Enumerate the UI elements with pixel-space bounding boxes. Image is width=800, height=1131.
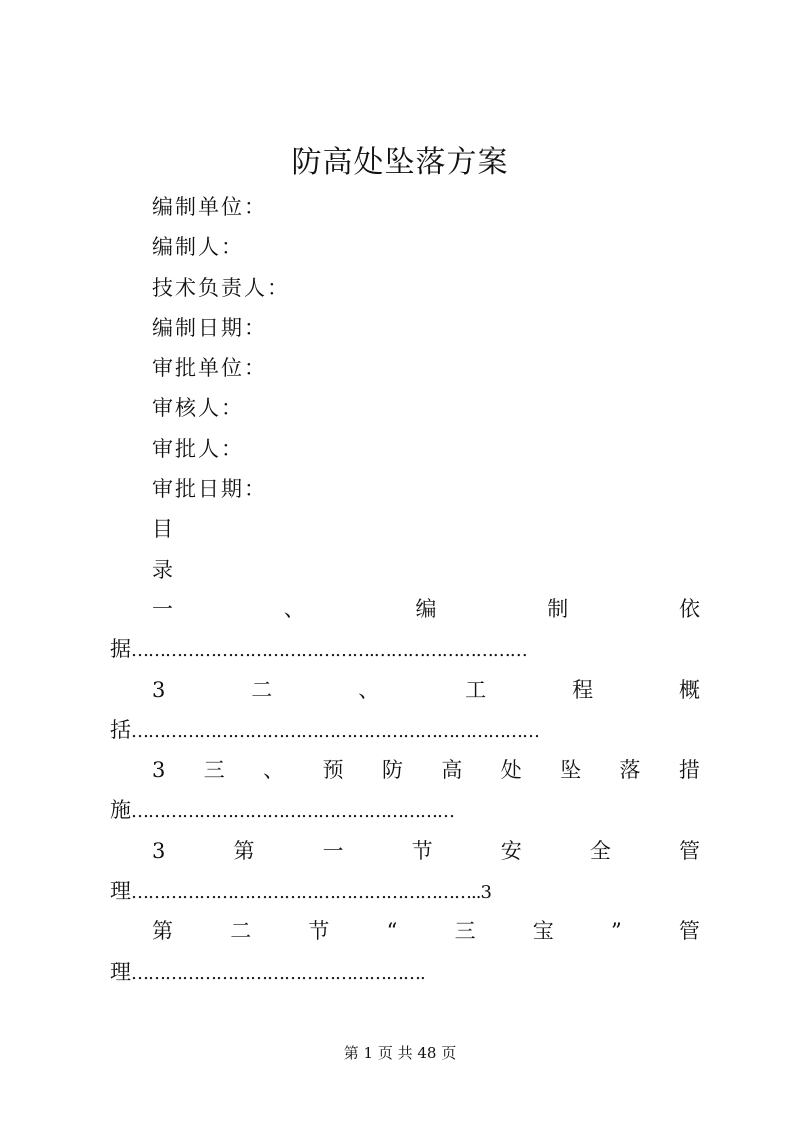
toc-title-char: 、 xyxy=(283,597,305,621)
toc-leader-start: 括 xyxy=(110,717,131,742)
meta-field: 编制单位： xyxy=(152,195,267,219)
toc-title-char: 处 xyxy=(500,758,522,783)
meta-field: 审核人： xyxy=(152,396,244,421)
toc-title-char: 工 xyxy=(465,677,487,702)
toc-leader-line xyxy=(110,790,700,830)
toc-leader-line xyxy=(110,710,700,750)
toc-title-char: 依 xyxy=(679,597,700,621)
toc-entry-title-spread xyxy=(152,911,700,951)
toc-leader-start: 施 xyxy=(110,798,131,823)
toc-title-char: 管 xyxy=(678,838,700,863)
toc-title-char: 管 xyxy=(678,919,700,944)
toc-title-char: 节 xyxy=(411,838,433,863)
toc-leader-start: 理 xyxy=(110,879,131,904)
toc-leader-dots: ………………………………………………… xyxy=(131,801,454,823)
toc-entry[interactable] xyxy=(110,589,700,670)
toc-entry[interactable] xyxy=(110,911,700,992)
toc-entry[interactable] xyxy=(110,831,700,912)
toc-leader-dots: ……………………………………………………………… xyxy=(131,720,539,742)
toc-title-char: 宝 xyxy=(532,919,554,944)
toc-title-char: 编 xyxy=(415,597,437,621)
toc-title-char: 三 xyxy=(203,758,225,783)
toc-title-char: 安 xyxy=(500,838,522,863)
toc-heading-2: 录 xyxy=(152,557,175,582)
meta-field: 技术负责人： xyxy=(152,275,290,300)
meta-field: 编制日期： xyxy=(152,315,267,340)
toc-heading-1: 目 xyxy=(152,517,175,542)
meta-field: 审批人： xyxy=(152,436,244,461)
toc-title-char: 坠 xyxy=(560,758,582,783)
toc-title-char: 二 xyxy=(251,677,273,702)
toc-title-char: 节 xyxy=(308,919,330,944)
toc-title-char: 高 xyxy=(441,758,463,783)
toc-leader-dots: …………………………………….……………………… xyxy=(131,640,527,662)
table-of-contents xyxy=(110,589,700,992)
meta-field: 编制人： xyxy=(152,235,244,260)
toc-title-char: 一 xyxy=(322,838,344,863)
toc-leader-start: 据 xyxy=(110,637,131,662)
toc-title-char: 概 xyxy=(678,677,700,702)
toc-entry[interactable] xyxy=(110,670,700,751)
toc-leader-line xyxy=(110,952,700,992)
toc-leader-start: 理 xyxy=(110,959,131,984)
toc-title-char: ” xyxy=(610,919,622,944)
toc-leader-dots: ……………………………………………. xyxy=(131,962,425,984)
toc-leader-line xyxy=(110,629,700,669)
toc-entry-title-spread xyxy=(152,831,700,871)
toc-title-char: 第 xyxy=(152,919,173,944)
toc-title-char: “ xyxy=(386,919,398,944)
toc-title-char: 全 xyxy=(589,838,611,863)
toc-title-char: 程 xyxy=(572,677,594,702)
toc-title-char: 一 xyxy=(152,597,173,621)
toc-title-char: 、 xyxy=(263,758,285,783)
toc-title-char: 预 xyxy=(322,758,344,783)
toc-leader-line xyxy=(110,871,700,911)
toc-leader-dots: ……………………………………………………..3 xyxy=(131,882,491,904)
toc-title-char: 3 xyxy=(152,838,166,863)
toc-title-char: 落 xyxy=(619,758,641,783)
meta-field: 审批单位： xyxy=(152,356,267,381)
meta-fields xyxy=(152,187,290,590)
toc-title-char: 3 xyxy=(152,758,166,783)
toc-title-char: 制 xyxy=(547,597,569,621)
toc-title-char: 措 xyxy=(678,758,700,783)
meta-field: 审批日期： xyxy=(152,477,267,502)
toc-title-char: 防 xyxy=(381,758,403,783)
toc-entry-title-spread xyxy=(152,589,700,629)
toc-entry-title-spread xyxy=(152,750,700,790)
page-footer: 第 1 页 共 48 页 xyxy=(343,1044,457,1062)
toc-title-char: 第 xyxy=(233,838,255,863)
toc-entry-title-spread xyxy=(152,670,700,710)
toc-title-char: 、 xyxy=(358,677,380,702)
toc-entry[interactable] xyxy=(110,750,700,831)
toc-title-char: 三 xyxy=(454,919,476,944)
toc-title-char: 3 xyxy=(152,677,166,702)
toc-title-char: 二 xyxy=(230,919,252,944)
document-title: 防高处坠落方案 xyxy=(291,145,509,180)
